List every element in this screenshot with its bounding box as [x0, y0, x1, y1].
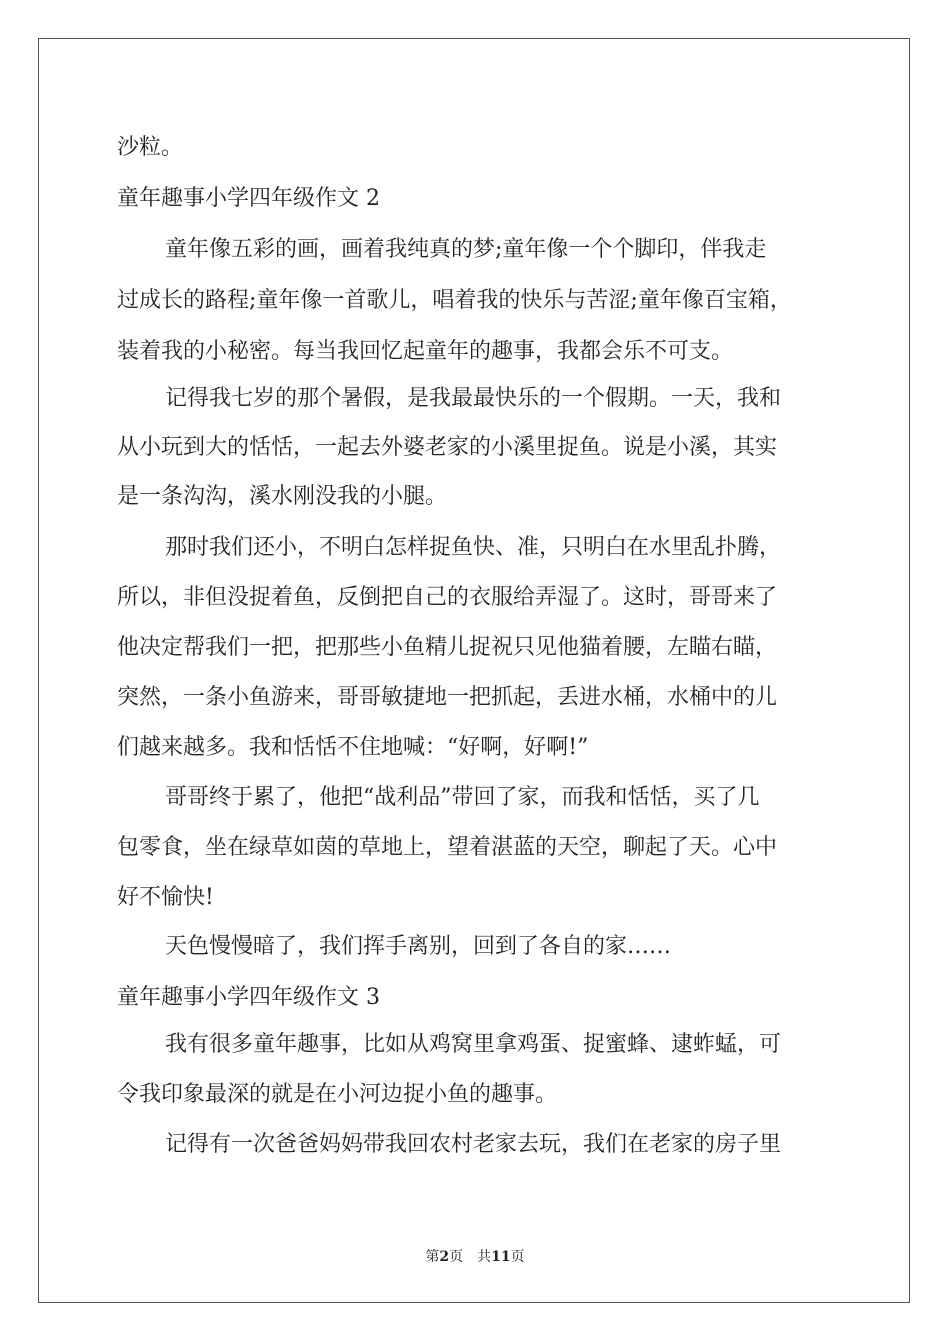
page-mid: 页 共: [449, 1249, 492, 1265]
page-suffix: 页: [510, 1249, 525, 1265]
text-line: 好不愉快!: [117, 885, 214, 910]
text-line: 童年像五彩的画，画着我纯真的梦;童年像一个个脚印，伴我走: [165, 237, 767, 262]
text-line: 哥哥终于累了，他把“战利品”带回了家，而我和恬恬，买了几: [165, 785, 760, 810]
text-line: 记得我七岁的那个暑假，是我最最快乐的一个假期。一天，我和: [165, 386, 782, 411]
text-line: 突然，一条小鱼游来，哥哥敏捷地一把抓起，丢进水桶，水桶中的儿: [117, 685, 778, 710]
section-heading: 童年趣事小学四年级作文 2: [117, 186, 380, 211]
text-line: 记得有一次爸爸妈妈带我回农村老家去玩，我们在老家的房子里: [165, 1132, 782, 1157]
section-heading: 童年趣事小学四年级作文 3: [117, 985, 380, 1010]
page-current: 2: [439, 1249, 450, 1265]
text-line: 我有很多童年趣事，比如从鸡窝里拿鸡蛋、捉蜜蜂、逮蚱蜢，可: [165, 1032, 782, 1057]
text-line: 天色慢慢暗了，我们挥手离别，回到了各自的家……: [165, 934, 672, 959]
text-line: 是一条沟沟，溪水刚没我的小腿。: [117, 484, 448, 509]
text-line: 那时我们还小，不明白怎样捉鱼快、准，只明白在水里乱扑腾，: [165, 535, 782, 560]
text-line: 所以，非但没捉着鱼，反倒把自己的衣服给弄湿了。这时，哥哥来了: [117, 585, 778, 610]
text-line: 装着我的小秘密。每当我回忆起童年的趣事，我都会乐不可支。: [117, 339, 734, 364]
text-line: 沙粒。: [117, 135, 184, 160]
text-line: 们越来越多。我和恬恬不住地喊：“好啊，好啊!”: [117, 735, 589, 760]
text-line: 从小玩到大的恬恬，一起去外婆老家的小溪里捉鱼。说是小溪，其实: [117, 435, 778, 460]
page-total: 11: [491, 1249, 511, 1265]
text-line: 他决定帮我们一把，把那些小鱼精儿捉祝只见他猫着腰，左瞄右瞄，: [117, 635, 778, 660]
text-line: 令我印象最深的就是在小河边捉小鱼的趣事。: [117, 1082, 558, 1107]
page-footer: [0, 1246, 950, 1266]
text-line: 包零食，坐在绿草如茵的草地上，望着湛蓝的天空，聊起了天。心中: [117, 835, 778, 860]
page-border: [38, 38, 910, 1303]
text-line: 过成长的路程;童年像一首歌儿，唱着我的快乐与苦涩;童年像百宝箱，: [117, 288, 792, 313]
page-prefix: 第: [425, 1249, 440, 1265]
